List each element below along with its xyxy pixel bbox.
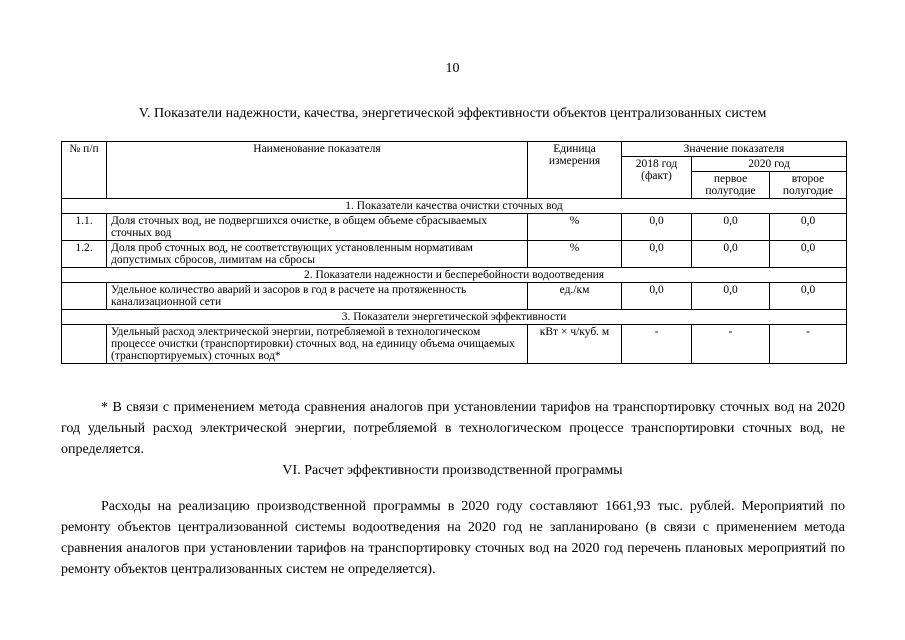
header-value: Значение показателя xyxy=(622,142,847,157)
value-2018: - xyxy=(622,325,692,364)
indicator-name: Удельный расход электрической энергии, потребляемой в технологическом процессе очистки (транспортировки) сточных вод, на единицу объема очищаемых (транспортируемых) сточных вод* xyxy=(107,325,528,364)
unit-of-measure: ед./км xyxy=(528,283,622,310)
group-header-row xyxy=(62,310,847,325)
unit-of-measure: % xyxy=(528,241,622,268)
footnote: * В связи с применением метода сравнения аналогов при установлении тарифов на транспортировку сточных вод на 2020 год удельный расход электрической энергии, потребляемой в технологическом процессе транспортировки сточных вод, не определяется. xyxy=(61,400,845,457)
indicator-name: Удельное количество аварий и засоров в год в расчете на протяженность канализационной сети xyxy=(107,283,528,310)
row-number xyxy=(62,283,107,310)
value-2020-half1: 0,0 xyxy=(692,283,770,310)
group-title: 3. Показатели энергетической эффективности xyxy=(62,310,847,325)
header-2020: 2020 год xyxy=(692,157,847,172)
table-row xyxy=(62,241,847,268)
indicators-table xyxy=(61,141,847,364)
group-header-row xyxy=(62,199,847,214)
header-half1: первое полугодие xyxy=(692,172,770,199)
header-2018: 2018 год (факт) xyxy=(622,157,692,199)
value-2020-half1: - xyxy=(692,325,770,364)
group-header-row xyxy=(62,268,847,283)
header-name: Наименование показателя xyxy=(107,142,528,199)
value-2020-half1: 0,0 xyxy=(692,241,770,268)
value-2018: 0,0 xyxy=(622,283,692,310)
row-number: 1.2. xyxy=(62,241,107,268)
value-2018: 0,0 xyxy=(622,214,692,241)
costs-paragraph: Расходы на реализацию производственной программы в 2020 году составляют 1661,93 тыс. рублей. Мероприятий по ремонту объектов централизованной системы водоотведения на 2020 год не запланировано (в связи с применением метода сравнения аналогов при установлении тарифов на транспортировку сточных вод на 2020 год перечень плановых мероприятий по ремонту объектов централизованных систем не определяется). xyxy=(61,499,845,577)
row-number xyxy=(62,325,107,364)
page-number: 10 xyxy=(445,61,460,76)
value-2020-half1: 0,0 xyxy=(692,214,770,241)
table-row xyxy=(62,214,847,241)
value-2020-half2: 0,0 xyxy=(770,283,847,310)
row-number: 1.1. xyxy=(62,214,107,241)
header-unit: Единица измерения xyxy=(528,142,622,199)
unit-of-measure: кВт × ч/куб. м xyxy=(528,325,622,364)
indicator-name: Доля сточных вод, не подвергшихся очистке, в общем объеме сбрасываемых сточных вод xyxy=(107,214,528,241)
table-row xyxy=(62,325,847,364)
table-row xyxy=(62,283,847,310)
group-title: 2. Показатели надежности и бесперебойности водоотведения xyxy=(62,268,847,283)
table-header-row xyxy=(62,142,847,157)
header-num: № п/п xyxy=(62,142,107,199)
indicator-name: Доля проб сточных вод, не соответствующих установленным нормативам допустимых сбросов, лимитам на сбросы xyxy=(107,241,528,268)
value-2020-half2: - xyxy=(770,325,847,364)
header-half2: второе полугодие xyxy=(770,172,847,199)
group-title: 1. Показатели качества очистки сточных вод xyxy=(62,199,847,214)
value-2020-half2: 0,0 xyxy=(770,214,847,241)
unit-of-measure: % xyxy=(528,214,622,241)
section-5-title: V. Показатели надежности, качества, энергетической эффективности объектов централизованных систем xyxy=(138,106,767,121)
section-6-title: VI. Расчет эффективности производственной программы xyxy=(282,463,623,478)
value-2020-half2: 0,0 xyxy=(770,241,847,268)
value-2018: 0,0 xyxy=(622,241,692,268)
